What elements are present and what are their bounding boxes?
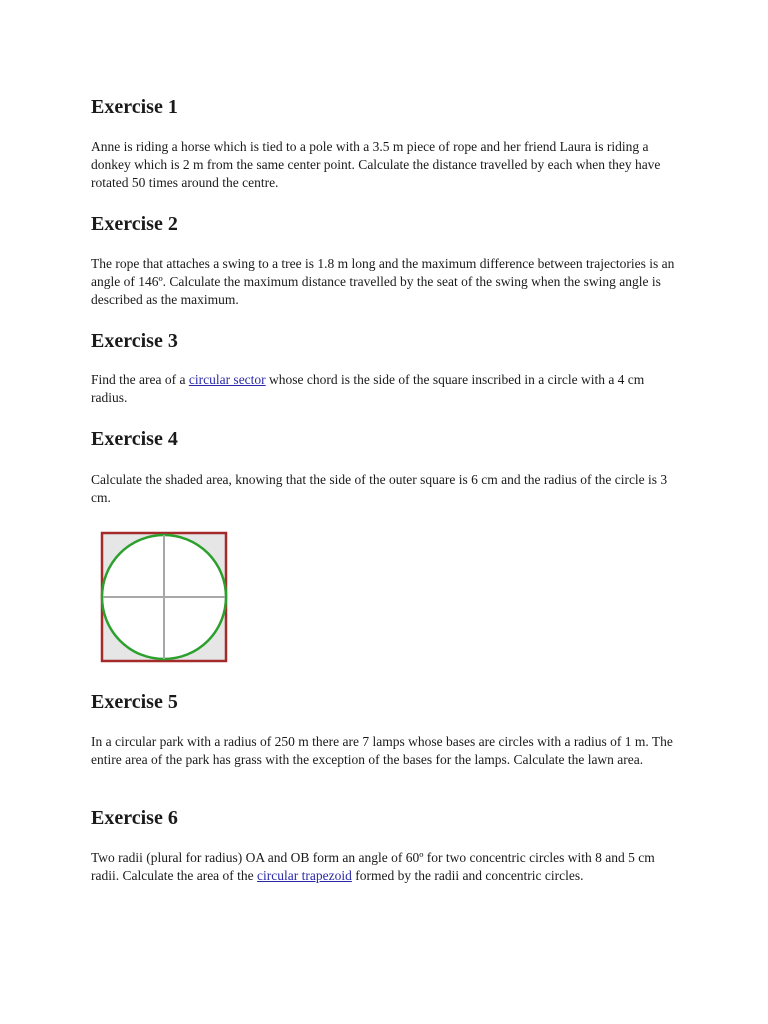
exercise-2-title: Exercise 2	[91, 213, 178, 235]
exercise-2-text: The rope that attaches a swing to a tree is 1.8 m long and the maximum difference between trajectories is an angle of 146º. Calculate the maximum distance travelled by the seat of the swing when the swing angle is described as the maximum.	[91, 256, 675, 307]
exercise-5-title: Exercise 5	[91, 691, 178, 713]
exercise-6-title: Exercise 6	[91, 807, 178, 829]
exercise-6-text	[91, 849, 681, 885]
exercise-5-text: In a circular park with a radius of 250 m there are 7 lamps whose bases are circles with a radius of 1 m. The entire area of the park has grass with the exception of the bases for the lamps. Calculate the lawn area.	[91, 734, 673, 767]
exercise-4-title: Exercise 4	[91, 428, 178, 450]
exercise-1-title: Exercise 1	[91, 96, 178, 118]
circular-sector-link[interactable]: circular sector	[188, 372, 266, 387]
shaded-area-figure	[100, 531, 230, 665]
exercise-3-text-before: Find the area of a	[91, 372, 189, 387]
exercise-3-text-after: whose chord is the side of the square inscribed in a circle with a 4 cm radius.	[91, 372, 645, 405]
exercise-3-text	[91, 371, 681, 407]
document-page	[91, 0, 691, 1024]
exercise-6-text-before: Two radii (plural for radius) OA and OB form an angle of 60º for two concentric circles with 8 and 5 cm radii. Calculate the area of the	[91, 850, 655, 883]
exercise-3-title: Exercise 3	[91, 330, 178, 352]
circular-trapezoid-link[interactable]: circular trapezoid	[257, 868, 352, 883]
exercise-4-text: Calculate the shaded area, knowing that the side of the outer square is 6 cm and the radius of the circle is 3 cm.	[91, 472, 668, 505]
exercise-6-text-after: formed by the radii and concentric circles.	[351, 868, 584, 883]
shaded-area-diagram	[100, 531, 230, 665]
exercise-1-text: Anne is riding a horse which is tied to a pole with a 3.5 m piece of rope and her friend Laura is riding a donkey which is 2 m from the same center point. Calculate the distance travelled by each when they have rotated 50 times around the centre.	[91, 139, 661, 190]
